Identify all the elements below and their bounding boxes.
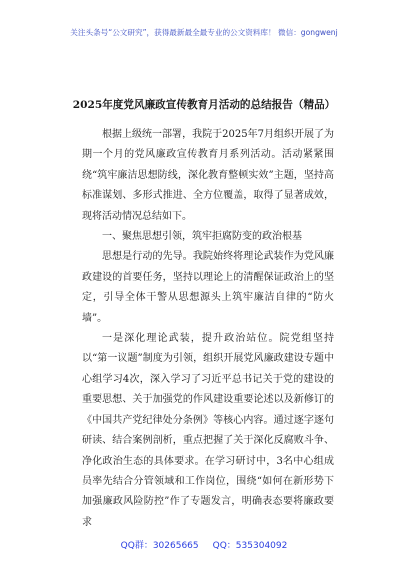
footer-contact	[0, 538, 408, 551]
document-body	[82, 125, 334, 533]
body-paragraph: 思想是行动的先导。我院始终将理论武装作为党风廉政建设的首要任务，坚持以理论上的清醒保证政治上的坚定，引导全体干警从思想源头上筑牢廉洁自律的“防火墙”。	[82, 251, 334, 324]
body-paragraph: 一是深化理论武装，提升政治站位。院党组坚持以“第一议题”制度为引领，组织开展党风廉政建设专题中心组学习4次，深入学习了习近平总书记关于党的建设的重要思想、关于加强党的作风建设重要论述以及新修订的《中国共产党纪律处分条例》等核心内容。通过逐字逐句研读、结合案例剖析，重点把握了关于深化反腐败斗争、净化政治生态的具体要求。在学习研讨中，3名中心组成员率先结合分管领域和工作岗位，围绕“如何在新形势下加强廉政风险防控”作了专题发言，明确表态要将廉政要求	[82, 333, 334, 528]
section-heading-1: 一、聚焦思想引领，筑牢拒腐防变的政治根基	[102, 231, 302, 243]
intro-paragraph: 根据上级统一部署，我院于2025年7月组织开展了为期一个月的党风廉政宣传教育月系列活动。活动紧紧围绕“筑牢廉洁思想防线，深化教育整顿实效”主题，坚持高标准谋划、多形式推进、全方位覆盖，取得了显著成效，现将活动情况总结如下。	[82, 129, 334, 222]
header-promo-note: 关注头条号“公文研究”，获得最新最全最专业的公文资料库！ 微信：gongwenj	[70, 28, 338, 37]
footer-qq-number: QQ：535304092	[212, 541, 288, 551]
document-title: 2025年度党风廉政宣传教育月活动的总结报告（精品）	[72, 99, 336, 111]
footer-qq-group: QQ群：30265665	[120, 541, 199, 551]
